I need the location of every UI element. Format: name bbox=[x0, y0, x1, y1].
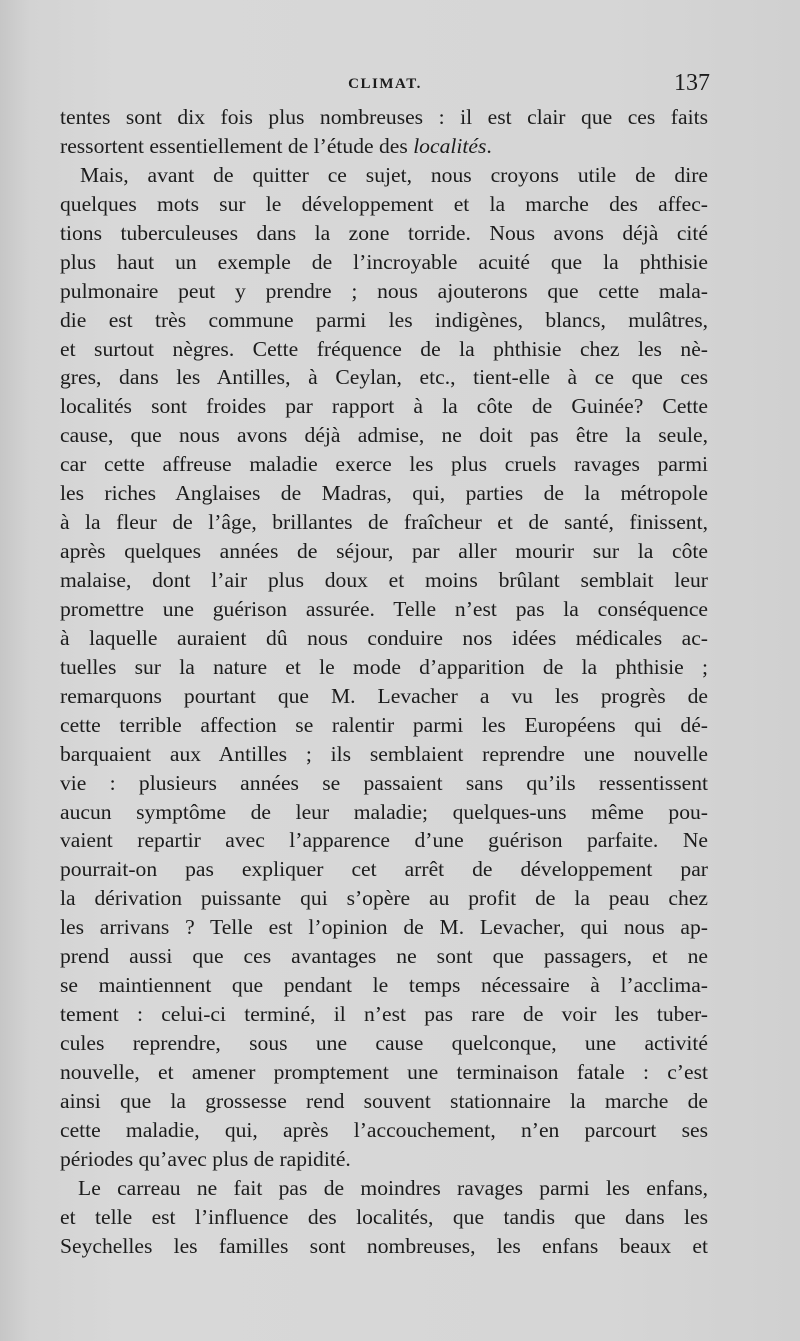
text-line: die est très commune parmi les indigènes, blancs, mulâtres, bbox=[60, 307, 708, 332]
text-line: cette maladie, qui, après l’accouchement, n’en parcourt ses bbox=[60, 1117, 708, 1142]
text-line bbox=[60, 132, 708, 161]
text-line: les arrivans ? Telle est l’opinion de M. Levacher, qui nous ap- bbox=[60, 915, 708, 940]
text-line: malaise, dont l’air plus doux et moins brûlant semblait leur bbox=[60, 568, 708, 592]
text-line: Le carreau ne fait pas de moindres ravages parmi les enfans, bbox=[78, 1175, 708, 1200]
text-line: périodes qu’avec plus de rapidité. bbox=[60, 1146, 351, 1171]
text-line: tentes sont dix fois plus nombreuses : il est clair que ces faits bbox=[60, 105, 708, 129]
text-line: à la fleur de l’âge, brillantes de fraîcheur et de santé, finissent, bbox=[60, 510, 708, 535]
text-line: promettre une guérison assurée. Telle n’est pas la conséquence bbox=[60, 596, 708, 621]
text-line: les riches Anglaises de Madras, qui, parties de la métropole bbox=[60, 481, 708, 506]
page-number: 137 bbox=[674, 70, 710, 96]
text-line: prend aussi que ces avantages ne sont que passagers, et ne bbox=[60, 944, 708, 969]
text-line: Seychelles les familles sont nombreuses, les enfans beaux et bbox=[60, 1233, 708, 1258]
text-line: tement : celui-ci terminé, il n’est pas rare de voir les tuber- bbox=[60, 1002, 708, 1027]
text-span: ressortent essentiellement de l’étude des bbox=[60, 133, 414, 158]
text-line: barquaient aux Antilles ; ils semblaient reprendre une nouvelle bbox=[60, 741, 708, 766]
text-line: cules reprendre, sous une cause quelconque, une activité bbox=[60, 1031, 708, 1055]
text-line: vaient repartir avec l’apparence d’une guérison parfaite. Ne bbox=[60, 828, 708, 853]
text-span: . bbox=[486, 133, 492, 158]
text-line: après quelques années de séjour, par aller mourir sur la côte bbox=[60, 539, 708, 564]
text-line: car cette affreuse maladie exerce les plus cruels ravages parmi bbox=[60, 452, 708, 477]
italic-term: localités bbox=[413, 133, 487, 158]
text-line: tuelles sur la nature et le mode d’apparition de la phthisie ; bbox=[60, 654, 708, 679]
text-line: quelques mots sur le développement et la marche des affec- bbox=[60, 191, 708, 216]
text-line: ainsi que la grossesse rend souvent stationnaire la marche de bbox=[60, 1088, 708, 1113]
body-text bbox=[60, 103, 708, 1261]
text-line: nouvelle, et amener promptement une terminaison fatale : c’est bbox=[60, 1059, 708, 1084]
text-line: pourrait-on pas expliquer cet arrêt de développement par bbox=[60, 857, 708, 882]
text-line: aucun symptôme de leur maladie; quelques-uns même pou- bbox=[60, 799, 708, 824]
text-line: la dérivation puissante qui s’opère au profit de la peau chez bbox=[60, 886, 708, 911]
text-line: vie : plusieurs années se passaient sans qu’ils ressentissent bbox=[60, 770, 708, 795]
running-head bbox=[60, 70, 710, 100]
running-title: CLIMAT. bbox=[348, 76, 422, 92]
text-line: cause, que nous avons déjà admise, ne doit pas être la seule, bbox=[60, 423, 708, 448]
text-line: cette terrible affection se ralentir parmi les Européens qui dé- bbox=[60, 712, 708, 737]
text-line: remarquons pourtant que M. Levacher a vu les progrès de bbox=[60, 683, 708, 708]
text-line: et surtout nègres. Cette fréquence de la phthisie chez les nè- bbox=[60, 336, 708, 361]
text-line: et telle est l’influence des localités, que tandis que dans les bbox=[60, 1204, 708, 1229]
text-line: gres, dans les Antilles, à Ceylan, etc., tient-elle à ce que ces bbox=[60, 365, 708, 390]
text-line: Mais, avant de quitter ce sujet, nous croyons utile de dire bbox=[80, 162, 708, 187]
text-line: à laquelle auraient dû nous conduire nos idées médicales ac- bbox=[60, 625, 708, 650]
text-line: plus haut un exemple de l’incroyable acuité que la phthisie bbox=[60, 249, 708, 274]
text-line: se maintiennent que pendant le temps nécessaire à l’acclima- bbox=[60, 973, 708, 998]
text-line: pulmonaire peut y prendre ; nous ajouterons que cette mala- bbox=[60, 278, 708, 303]
text-line: tions tuberculeuses dans la zone torride. Nous avons déjà cité bbox=[60, 220, 708, 245]
text-line: localités sont froides par rapport à la côte de Guinée? Cette bbox=[60, 394, 708, 419]
